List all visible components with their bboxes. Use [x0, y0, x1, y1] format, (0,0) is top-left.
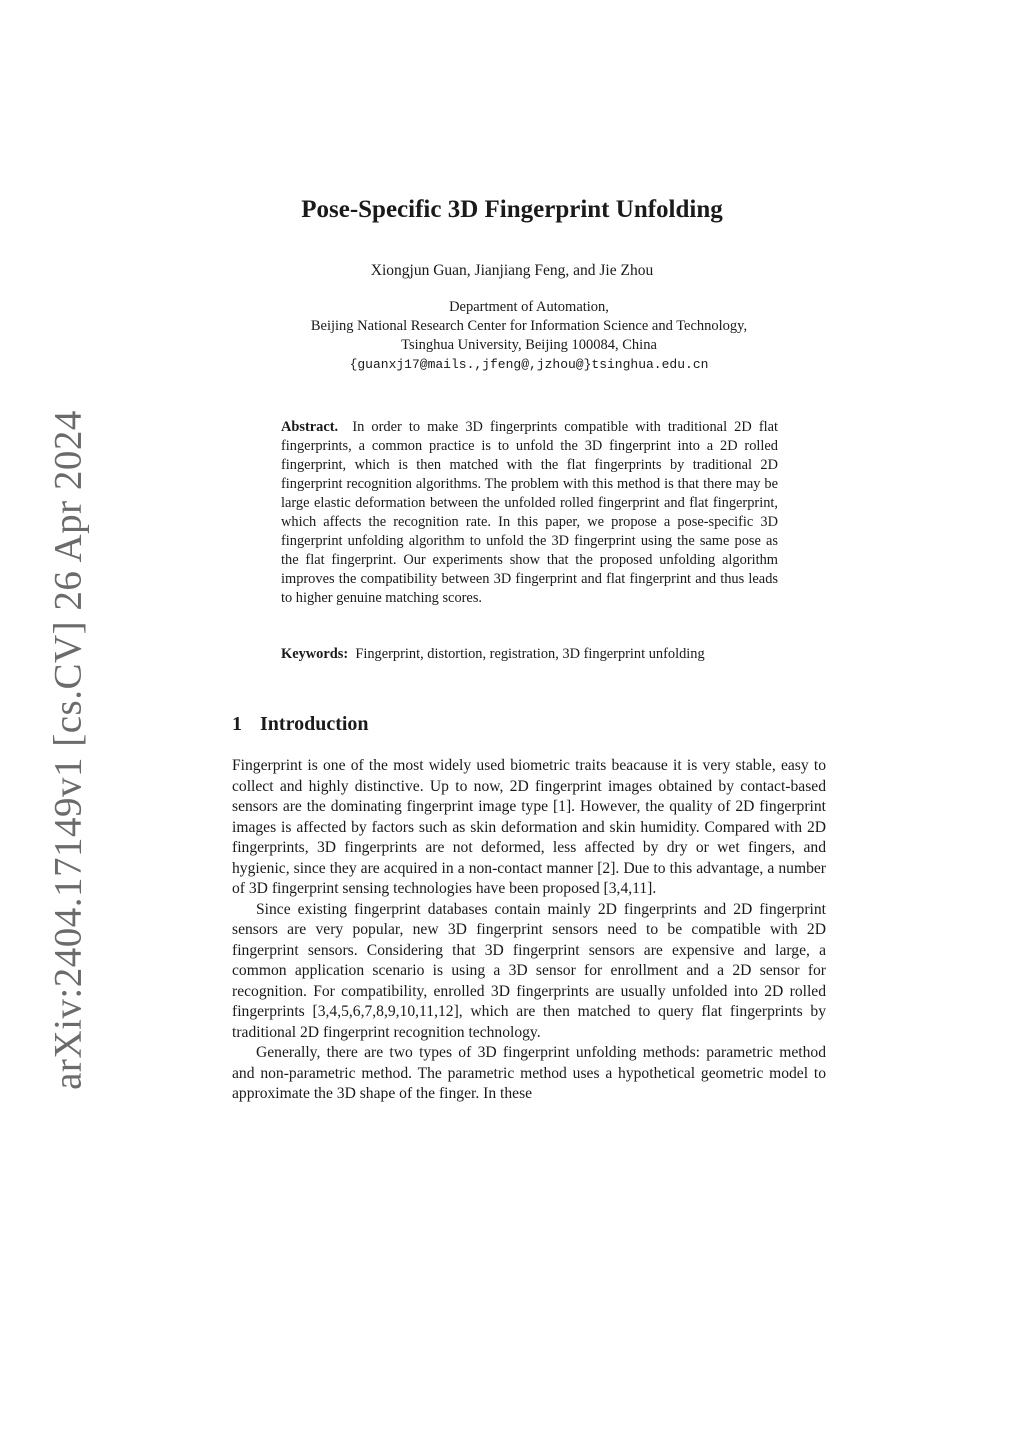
abstract-text: In order to make 3D fingerprints compatible with traditional 2D flat fingerprints, a common practice is to unfold the 3D fingerprint into a 2D rolled fingerprint, which is then matched with the flat fingerprints by traditional 2D fingerprint recognition algorithms. The problem with this method is that there may be large elastic deformation between the unfolded rolled fingerprint and flat fingerprint, which affects the recognition rate. In this paper, we propose a pose-specific 3D fingerprint unfolding algorithm to unfold the 3D fingerprint using the same pose as the flat fingerprint. Our experiments show that the proposed unfolding algorithm improves the compatibility between 3D fingerprint and flat fingerprint and thus leads to higher genuine matching scores.: [281, 419, 778, 606]
arxiv-identifier-stamp: arXiv:2404.17149v1 [cs.CV] 26 Apr 2024: [46, 410, 90, 1090]
abstract-label: Abstract.: [281, 419, 339, 435]
section-heading-introduction: [232, 713, 369, 736]
affiliation-line: Tsinghua University, Beijing 100084, China: [401, 337, 657, 353]
body-paragraph: Fingerprint is one of the most widely used biometric traits beacause it is very stable, easy to collect and highly distinctive. Up to now, 2D fingerprint images obtained by contact-based sensors are the dominating fingerprint image type [1]. However, the quality of 2D fingerprint images is affected by factors such as skin deformation and skin humidity. Compared with 2D fingerprints, 3D fingerprints are not deformed, less affected by dry or wet fingers, and hygienic, since they are acquired in a non-contact manner [2]. Due to this advantage, a number of 3D fingerprint sensing technologies have been proposed [3,4,11].: [232, 757, 826, 897]
keywords-text: Fingerprint, distortion, registration, 3D fingerprint unfolding: [355, 646, 705, 662]
paper-title: Pose-Specific 3D Fingerprint Unfolding: [301, 196, 723, 223]
section-title: Introduction: [260, 713, 369, 735]
abstract-paragraph: [281, 418, 778, 608]
affiliation-block: [0, 298, 1024, 374]
keywords-label: Keywords:: [281, 646, 349, 662]
introduction-body: [232, 756, 826, 1105]
keywords-paragraph: [281, 645, 778, 664]
body-paragraph: Generally, there are two types of 3D fingerprint unfolding methods: parametric method and non-parametric method. The parametric method uses a hypothetical geometric model to approximate the 3D shape of the finger. In these: [232, 1044, 826, 1102]
body-paragraph: Since existing fingerprint databases contain mainly 2D fingerprints and 2D fingerprint sensors are very popular, new 3D fingerprint sensors need to be compatible with 2D fingerprint sensors. Considering that 3D fingerprint sensors are expensive and large, a common application scenario is using a 3D sensor for enrollment and a 2D sensor for recognition. For compatibility, enrolled 3D fingerprints are usually unfolded into 2D rolled fingerprints [3,4,5,6,7,8,9,10,11,12], which are then matched to query flat fingerprints by traditional 2D fingerprint recognition technology.: [232, 900, 826, 1041]
section-number: 1: [232, 713, 242, 735]
affiliation-line: Department of Automation,: [449, 299, 609, 315]
author-emails: {guanxj17@mails.,jfeng@,jzhou@}tsinghua.edu.cn: [349, 357, 709, 372]
affiliation-line: Beijing National Research Center for Information Science and Technology,: [310, 318, 748, 334]
author-list: Xiongjun Guan, Jianjiang Feng, and Jie Zhou: [370, 262, 654, 279]
